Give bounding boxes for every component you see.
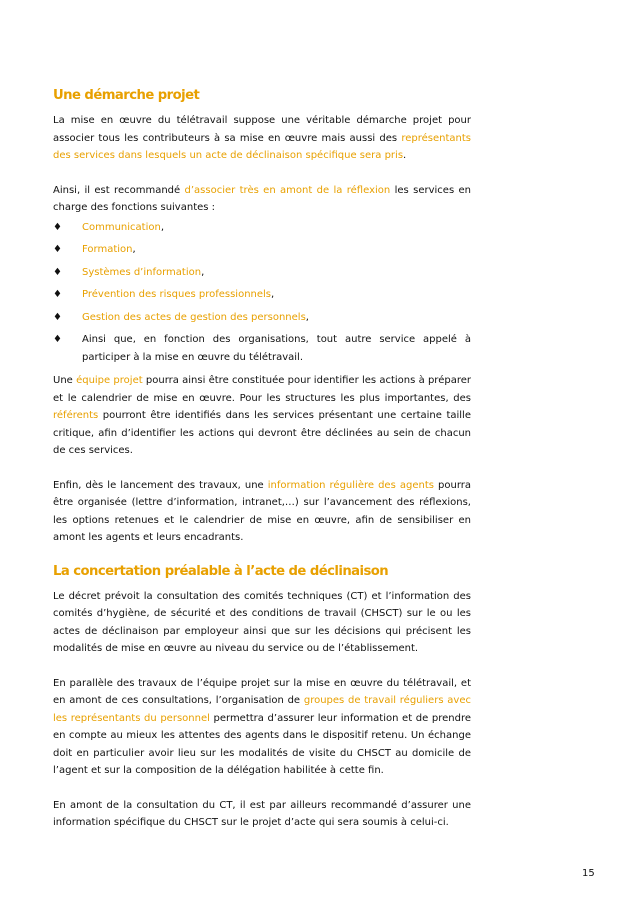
list-item	[53, 309, 471, 327]
text-run: pourront être identifiés dans les services présentant une certaine taille critique, afin d’identifier les actions qui devront être déclinées au sein de chacun de ces services.	[53, 410, 471, 456]
list-item-text	[82, 334, 471, 363]
text-run: pourra ainsi être constituée pour identifier les actions à préparer et le calendrier de mise en œuvre. Pour les structures les plus importantes, des	[53, 375, 471, 404]
page-content	[53, 88, 471, 832]
highlighted-text: Communication	[82, 221, 161, 233]
diamond-bullet-icon: ♦	[53, 266, 62, 278]
text-run: La mise en œuvre du télétravail suppose une véritable démarche projet pour associer tous les contributeurs à sa mise en œuvre mais aussi des	[53, 115, 471, 144]
text-run: ,	[201, 266, 205, 278]
diamond-bullet-icon: ♦	[53, 244, 62, 255]
text-run: permettra d’assurer leur information et de prendre en compte au mieux les attentes des agents dans le dispositif retenu. Un échange doit en particulier avoir lieu sur les modalités de visite du CHSCT au domicile de l’agent et sur la composition de la délégation habilitée à cette fin.	[53, 712, 471, 776]
paragraph-intro	[53, 112, 471, 165]
list-item-text	[82, 222, 164, 233]
services-list	[53, 219, 471, 367]
list-item	[53, 241, 471, 259]
paragraph-services	[53, 182, 471, 217]
text-run: pourra être organisée (lettre d’information, intranet,…) sur l’avancement des réflexions, les options retenues et le calendrier de mise en œuvre, afin de sensibiliser en amont les agents et leurs encadrants.	[53, 479, 471, 543]
section-heading-concertation: La concertation préalable à l’acte de déclinaison	[53, 563, 389, 579]
diamond-bullet-icon: ♦	[53, 221, 62, 233]
paragraph-decret	[53, 588, 471, 658]
text-run: Une	[53, 375, 77, 386]
list-item-text	[82, 244, 136, 255]
highlighted-text: représentants des services dans lesquels un acte de déclinaison spécifique sera pris	[53, 132, 471, 161]
highlighted-text: information régulière des agents	[267, 479, 434, 491]
list-item-text	[82, 289, 274, 300]
paragraph-information-agents	[53, 477, 471, 547]
text-run: ,	[132, 244, 136, 255]
text-run: ,	[271, 289, 275, 300]
diamond-bullet-icon: ♦	[53, 289, 62, 300]
list-item-text	[82, 312, 309, 323]
diamond-bullet-icon: ♦	[53, 311, 62, 323]
section-heading-demarche-projet: Une démarche projet	[53, 88, 200, 103]
text-run: En amont de la consultation du CT, il est par ailleurs recommandé d’assurer une information spécifique du CHSCT sur le projet d’acte qui sera soumis à celui-ci.	[53, 799, 471, 828]
text-run: En parallèle des travaux de l’équipe projet sur la mise en œuvre du télétravail, et en amont de ces consultations, l’organisation de	[53, 677, 471, 706]
highlighted-text: Prévention des risques professionnels	[82, 289, 272, 300]
highlighted-text: d’associer très en amont de la réflexion	[184, 184, 391, 196]
paragraph-parallele	[53, 675, 471, 780]
text-run: les services en charge des fonctions suivantes :	[53, 184, 472, 213]
highlighted-text: Gestion des actes de gestion des personnels	[82, 311, 306, 323]
text-run: Ainsi, il est recommandé	[53, 184, 185, 196]
list-item	[53, 219, 471, 237]
text-run: Enfin, dès le lancement des travaux, une	[53, 479, 268, 491]
list-item	[53, 286, 471, 304]
text-run: ,	[305, 311, 309, 323]
list-item-text	[82, 267, 204, 278]
paragraph-equipe-projet	[53, 372, 471, 460]
highlighted-text: équipe projet	[76, 375, 143, 386]
paragraph-chsct	[53, 797, 471, 832]
text-run: .	[403, 150, 407, 161]
page-number: 15	[582, 868, 595, 879]
text-run: ,	[160, 221, 165, 233]
list-item	[53, 264, 471, 282]
diamond-bullet-icon: ♦	[53, 334, 62, 345]
list-item	[53, 331, 471, 366]
highlighted-text: groupes de travail réguliers avec les représentants du personnel	[53, 695, 471, 724]
highlighted-text: référents	[53, 410, 99, 421]
text-run: Le décret prévoit la consultation des comités techniques (CT) et l’information des comités d’hygiène, de sécurité et des conditions de travail (CHSCT) sur le ou les actes de déclinaison par employeur ainsi que sur les décisions qui précisent les modalités de mise en œuvre au niveau du service ou de l’établissement.	[53, 590, 471, 654]
text-run: Ainsi que, en fonction des organisations, tout autre service appelé à participer à la mise en œuvre du télétravail.	[82, 334, 471, 363]
highlighted-text: Formation	[82, 244, 133, 255]
highlighted-text: Systèmes d’information	[82, 266, 202, 278]
